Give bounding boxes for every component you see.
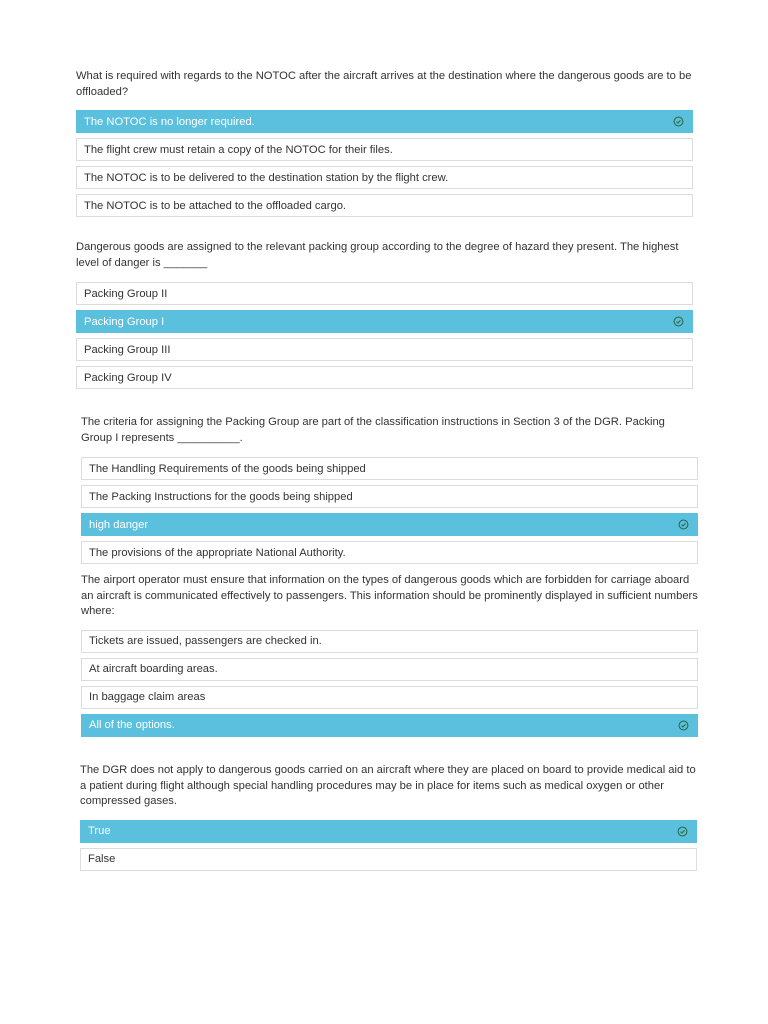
answer-option[interactable] bbox=[76, 282, 693, 305]
answer-option[interactable] bbox=[76, 310, 693, 333]
answer-label: Packing Group IV bbox=[84, 371, 172, 384]
answer-option[interactable] bbox=[76, 338, 693, 361]
question-text: What is required with regards to the NOTOC after the aircraft arrives at the destination where the dangerous goods are to be offloaded? bbox=[76, 70, 692, 98]
question-text: The DGR does not apply to dangerous goods carried on an aircraft where they are placed on board to provide medical aid to a patient during flight although special handling procedures may be in place for items such as medical oxygen or other compressed gases. bbox=[80, 764, 696, 807]
answer-label: The NOTOC is to be delivered to the destination station by the flight crew. bbox=[84, 171, 449, 184]
answer-label: Tickets are issued, passengers are checked in. bbox=[89, 635, 322, 647]
answer-label: The NOTOC is to be attached to the offloaded cargo. bbox=[84, 199, 347, 212]
answer-option[interactable] bbox=[81, 658, 698, 681]
check-circle-icon bbox=[677, 826, 688, 837]
question-text: The criteria for assigning the Packing Group are part of the classification instructions in Section 3 of the DGR. Packing Group I represents __________. bbox=[81, 416, 665, 444]
question-5 bbox=[80, 763, 697, 871]
answer-option[interactable] bbox=[81, 485, 698, 508]
answer-label: Packing Group II bbox=[84, 287, 168, 300]
answer-label: True bbox=[88, 825, 111, 837]
question-3 bbox=[81, 415, 698, 564]
answer-option[interactable] bbox=[76, 194, 693, 217]
answer-option[interactable] bbox=[76, 166, 693, 189]
answer-option[interactable] bbox=[80, 820, 697, 843]
answer-option[interactable] bbox=[76, 138, 693, 161]
question-4 bbox=[81, 573, 698, 737]
question-text: Dangerous goods are assigned to the relevant packing group according to the degree of hazard they present. The highest level of danger is _______ bbox=[76, 241, 679, 269]
answer-option[interactable] bbox=[76, 366, 693, 389]
answer-option[interactable] bbox=[81, 457, 698, 480]
answer-label: Packing Group III bbox=[84, 343, 171, 356]
answer-option[interactable] bbox=[80, 848, 697, 871]
check-circle-icon bbox=[673, 116, 684, 127]
question-1 bbox=[76, 69, 693, 217]
answer-label: Packing Group I bbox=[84, 315, 165, 328]
answer-option[interactable] bbox=[76, 110, 693, 133]
question-2 bbox=[76, 240, 693, 389]
answer-option[interactable] bbox=[81, 513, 698, 536]
answer-label: False bbox=[88, 853, 116, 865]
answer-option[interactable] bbox=[81, 714, 698, 737]
answer-label: All of the options. bbox=[89, 719, 175, 731]
answer-label: The provisions of the appropriate National Authority. bbox=[89, 546, 346, 559]
answer-option[interactable] bbox=[81, 630, 698, 653]
answer-option[interactable] bbox=[81, 686, 698, 709]
answer-label: At aircraft boarding areas. bbox=[89, 663, 218, 675]
answer-label: In baggage claim areas bbox=[89, 691, 206, 703]
check-circle-icon bbox=[678, 519, 689, 530]
question-text: The airport operator must ensure that information on the types of dangerous goods which are forbidden for carriage aboard an aircraft is communicated effectively to passengers. This information should be prominently displayed in sufficient numbers where: bbox=[81, 574, 698, 617]
answer-label: The Packing Instructions for the goods being shipped bbox=[89, 490, 353, 503]
answer-label: The NOTOC is no longer required. bbox=[84, 115, 255, 128]
check-circle-icon bbox=[678, 720, 689, 731]
answer-label: The Handling Requirements of the goods being shipped bbox=[89, 462, 366, 475]
answer-label: The flight crew must retain a copy of the NOTOC for their files. bbox=[84, 143, 393, 156]
answer-option[interactable] bbox=[81, 541, 698, 564]
answer-label: high danger bbox=[89, 518, 149, 531]
check-circle-icon bbox=[673, 316, 684, 327]
